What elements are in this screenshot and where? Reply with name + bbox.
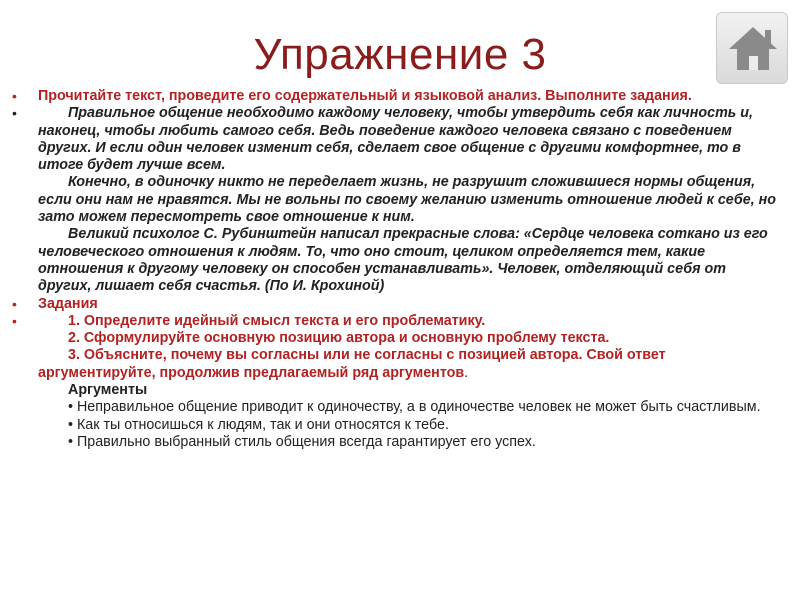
bullet: • (12, 312, 17, 329)
home-icon (725, 21, 781, 77)
tasks-heading: Задания (38, 295, 98, 312)
argument-1: • Неправильное общение приводит к одиночеству, а в одиночестве человек не может быть счастливым. (68, 399, 761, 416)
bullet: • (12, 105, 17, 122)
list-item-tasks-heading (10, 296, 782, 313)
task-1: 1. Определите идейный смысл текста и его проблематику. (68, 312, 486, 329)
intro-text: Прочитайте текст, проведите его содержательный и языковой анализ. Выполните задания. (38, 88, 692, 104)
argument-2: • Как ты относишься к людям, так и они относятся к тебе. (68, 416, 449, 433)
argument-3: • Правильно выбранный стиль общения всегда гарантирует его успех. (68, 433, 536, 450)
bullet: • (12, 88, 17, 104)
slide-content (10, 88, 782, 451)
task-3-end: . (464, 364, 469, 381)
arguments-heading: Аргументы (68, 382, 148, 399)
task-3-text: 3. Объясните, почему вы согласны или не согласны с позицией автора. Свой ответ аргументируйте, продолжив предлагаемый ряд аргументов (38, 347, 666, 381)
list-item-text (10, 105, 782, 295)
task-2: 2. Сформулируйте основную позицию автора и основную проблему текста. (68, 330, 610, 347)
list-item-intro (10, 88, 782, 105)
bullet: • (12, 295, 17, 312)
text-paragraph-3: Великий психолог С. Рубинштейн написал прекрасные слова: «Сердце человека соткано из его человеческого отношения к людям. То, что оно стоит, целиком определяется тем, какие отношения к другому человеку он способен устанавливать». Человек, отделяющий себя от других, лишает себя счастья. (По И. Крохиной) (38, 226, 768, 295)
home-button[interactable] (716, 12, 788, 84)
text-paragraph-1: Правильное общение необходимо каждому человеку, чтобы утвердить себя как личность и, наконец, чтобы любить самого себя. Ведь поведение каждого человека связано с поведением других. И если один человек изменит себя, сделает свое общение с другими комфортнее, то в итоге будет лучше всем. (38, 105, 753, 174)
list-item-tasks (10, 313, 782, 451)
task-3 (38, 347, 782, 382)
text-paragraph-2: Конечно, в одиночку никто не переделает жизнь, не разрушит сложившиеся нормы общения, если они нам не нравятся. Мы не вольны по своему желанию изменить отношение людей к себе, но зато можем пересмотреть свое отношение к ним. (38, 174, 777, 226)
slide-title: Упражнение 3 (253, 30, 547, 79)
